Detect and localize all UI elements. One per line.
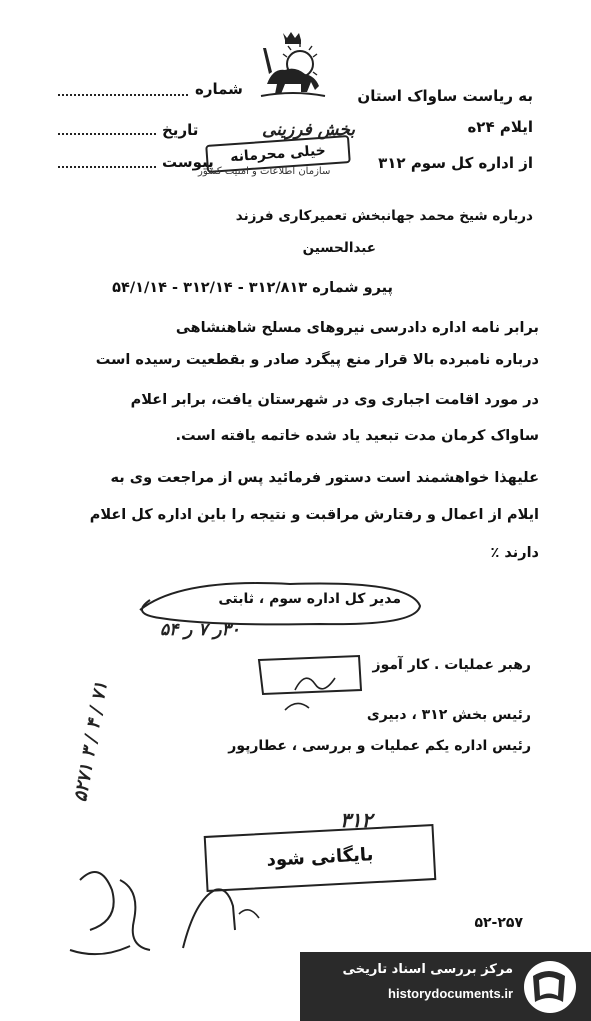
body-line: ساواک کرمان مدت تبعید یاد شده خاتمه یافته است.	[175, 428, 539, 444]
reference-number: پیرو شماره ۳۱۲/۸۱۳ - ۳۱۲/۱۴ - ۵۴/۱/۱۴	[112, 280, 393, 296]
margin-scribble-icon	[60, 850, 180, 970]
handwritten-department-note: بخش فرزینی	[262, 120, 356, 140]
shomare-dotted-field	[58, 94, 188, 96]
archive-stamp-text: بایگانی شود	[266, 844, 374, 871]
peyvast-label: پیوست	[162, 153, 214, 171]
sender-line: از اداره کل سوم ۳۱۲	[378, 154, 533, 172]
operations-leader-line: رهبر عملیات . کار آموز	[372, 657, 531, 673]
handwritten-date-code: ۳۰ر ۷ ر ۵۴	[160, 620, 240, 640]
margin-handwritten-numbers: ۵۲۷۱ ۳ / ۴ / ۷۱	[70, 680, 112, 804]
peyvast-dotted-field	[58, 166, 156, 168]
body-line: ایلام از اعمال و رفتارش مراقبت و نتیجه را باین اداره کل اعلام	[89, 507, 539, 523]
subject-line-1: درباره شیخ محمد جهانبخش تعمیرکاری فرزند	[235, 208, 533, 224]
initials-stamp-box-icon	[255, 650, 365, 718]
recipient-line: به ریاست ساواک استان	[357, 87, 533, 105]
watermark-bar	[300, 952, 591, 1021]
body-line: درباره نامبرده بالا قرار منع پیگرد صادر و بقطعیت رسیده است	[95, 352, 539, 368]
document-center-logo-icon	[519, 958, 581, 1016]
lion-and-sun-emblem-icon	[255, 30, 330, 102]
classification-stamp-text: خیلی محرمانه	[229, 142, 327, 166]
stamp-number-312: ۳۱۲	[340, 808, 373, 832]
body-line: در مورد اقامت اجباری وی در شهرستان یافت، برابر اعلام	[130, 392, 539, 408]
shomare-label: شماره	[195, 80, 243, 98]
ilam-date-line: ایلام ۲۴ه	[467, 118, 533, 136]
subject-line-2: عبدالحسین	[302, 240, 376, 256]
document-code: ۵۲-۲۵۷	[474, 915, 523, 931]
department-head-line: رئیس اداره یکم عملیات و بررسی ، عطارپور	[228, 738, 531, 754]
section-head-line: رئیس بخش ۳۱۲ ، دبیری	[366, 707, 531, 723]
director-signature: مدیر کل اداره سوم ، ثابتی	[218, 591, 401, 607]
tarikh-label: تاریخ	[162, 121, 199, 139]
body-line: دارند ٪	[490, 545, 539, 561]
watermark-url: historydocuments.ir	[388, 986, 513, 1001]
body-line: برابر نامه اداره دادرسی نیروهای مسلح شاهنشاهی	[175, 320, 539, 336]
body-line: علیهذا خواهشمند است دستور فرمائید پس از مراجعت وی به	[110, 470, 539, 486]
organization-stamp-text: سازمان اطلاعات و امنیت کشور	[198, 166, 331, 177]
tarikh-dotted-field	[58, 133, 156, 135]
watermark-title: مرکز بررسی اسناد تاریخی	[342, 962, 513, 977]
bottom-signature-scribble-icon	[175, 880, 285, 952]
